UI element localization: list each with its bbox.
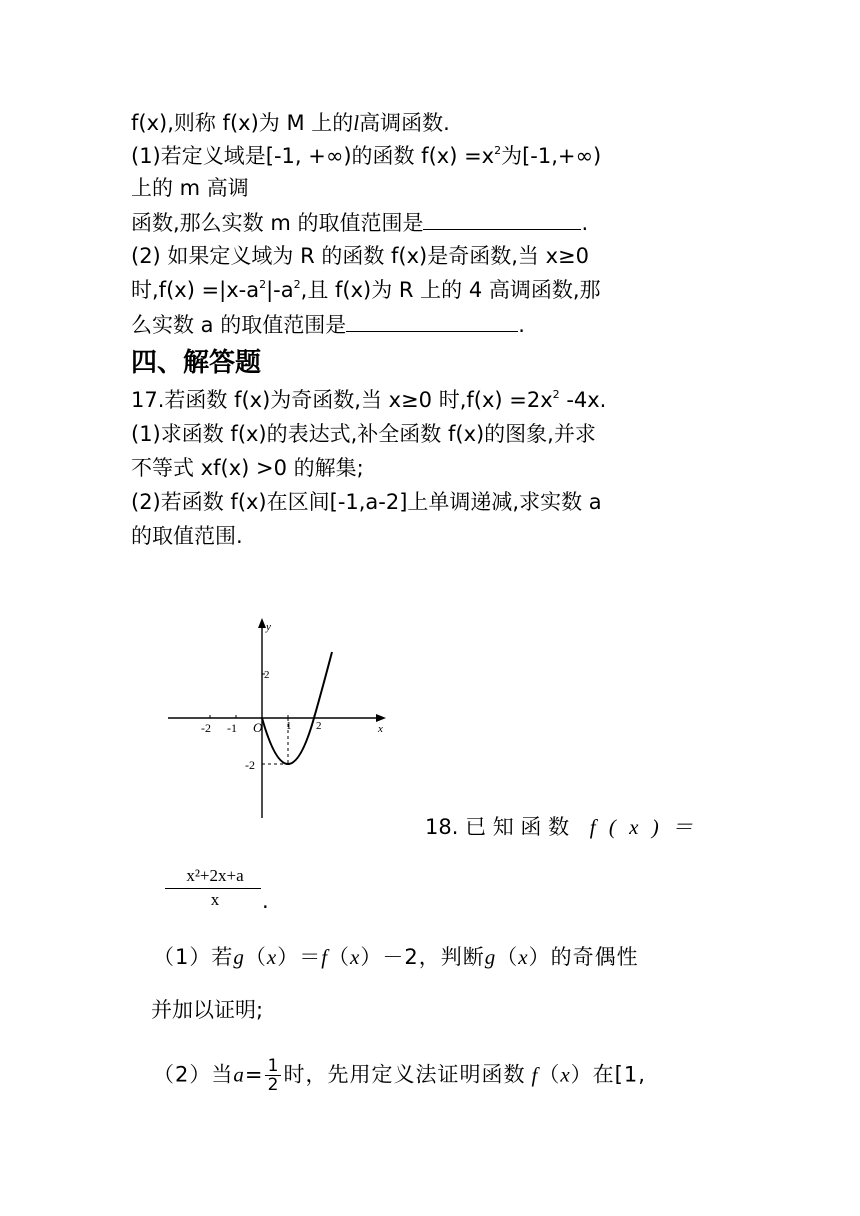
origin-label: O (253, 720, 263, 735)
x-axis-arrow-icon (376, 714, 386, 722)
tick-label-y-2: 2 (264, 669, 270, 681)
q18-part2-line-1: （2）当a= $\frac{1}{2}$ 时，先用定义法证明函数 f（x）在[1, (153, 1056, 646, 1095)
tick-label-x-2: 2 (316, 720, 322, 732)
text-line-4: 函数,那么实数 m 的取值范围是 . (131, 207, 588, 238)
text-line-5: (2) 如果定义域为 R 的函数 f(x)是奇函数,当 x≥0 (131, 244, 589, 268)
text-line-1: f(x),则称 f(x)为 M 上的l高调函数. (131, 111, 450, 135)
half-numerator: 1 (267, 1056, 280, 1076)
tick-label-x-neg2: -2 (201, 721, 211, 735)
fraction-half (265, 1057, 281, 1094)
q17-line-5: 的取值范围. (131, 524, 243, 548)
tick-label-x-neg1: -1 (227, 721, 237, 735)
fraction-denominator: x (210, 890, 220, 909)
function-graph (160, 612, 400, 827)
q18-part1-line-2: 并加以证明; (151, 998, 264, 1022)
answer-blank-a[interactable] (346, 309, 518, 332)
text-line-7: 么实数 a 的取值范围是 . (131, 309, 525, 340)
answer-blank-m[interactable] (423, 207, 581, 230)
tick-label-y-neg2: -2 (245, 758, 255, 772)
x-axis-label: x (378, 723, 383, 735)
function-curve (262, 652, 332, 764)
tick-label-x-1: 1 (286, 720, 292, 732)
fraction-f (165, 866, 265, 911)
q18-part1-line-1: （1）若g（x）＝f（x）－2，判断g（x）的奇偶性 (153, 945, 639, 969)
text-line-3: 上的 m 高调 (131, 176, 249, 200)
half-denominator: 2 (267, 1075, 280, 1095)
q17-line-1: 17.若函数 f(x)为奇函数,当 x≥0 时$,f(x) =2x^2$ -4x. (131, 388, 607, 412)
fraction-numerator: x²+2x+a (186, 866, 244, 885)
q18-intro: 18. 已 知 函 数 f ( x ) ＝ (425, 815, 697, 839)
text-line-6: 时$,f(x) =|x-a^2|-a^2$,且 f(x)为 R 上的 4 高调函数,那 (131, 278, 601, 302)
y-axis-label: y (266, 621, 271, 633)
q17-line-2: (1)求函数 f(x)的表达式,补全函数 f(x)的图象,并求 (131, 422, 596, 446)
text-line-2: (1)若定义域是[-1, +∞)的函数 $f(x) =x^2$为[-1,+∞) (131, 144, 602, 168)
fraction-period: . (262, 889, 269, 913)
section-heading: 四、解答题 (131, 348, 262, 378)
q17-line-3: 不等式 xf(x) >0 的解集; (131, 456, 364, 480)
y-axis-arrow-icon (258, 618, 266, 628)
q17-line-4: (2)若函数 f(x)在区间[-1,a-2]上单调递减,求实数 a (131, 490, 602, 514)
